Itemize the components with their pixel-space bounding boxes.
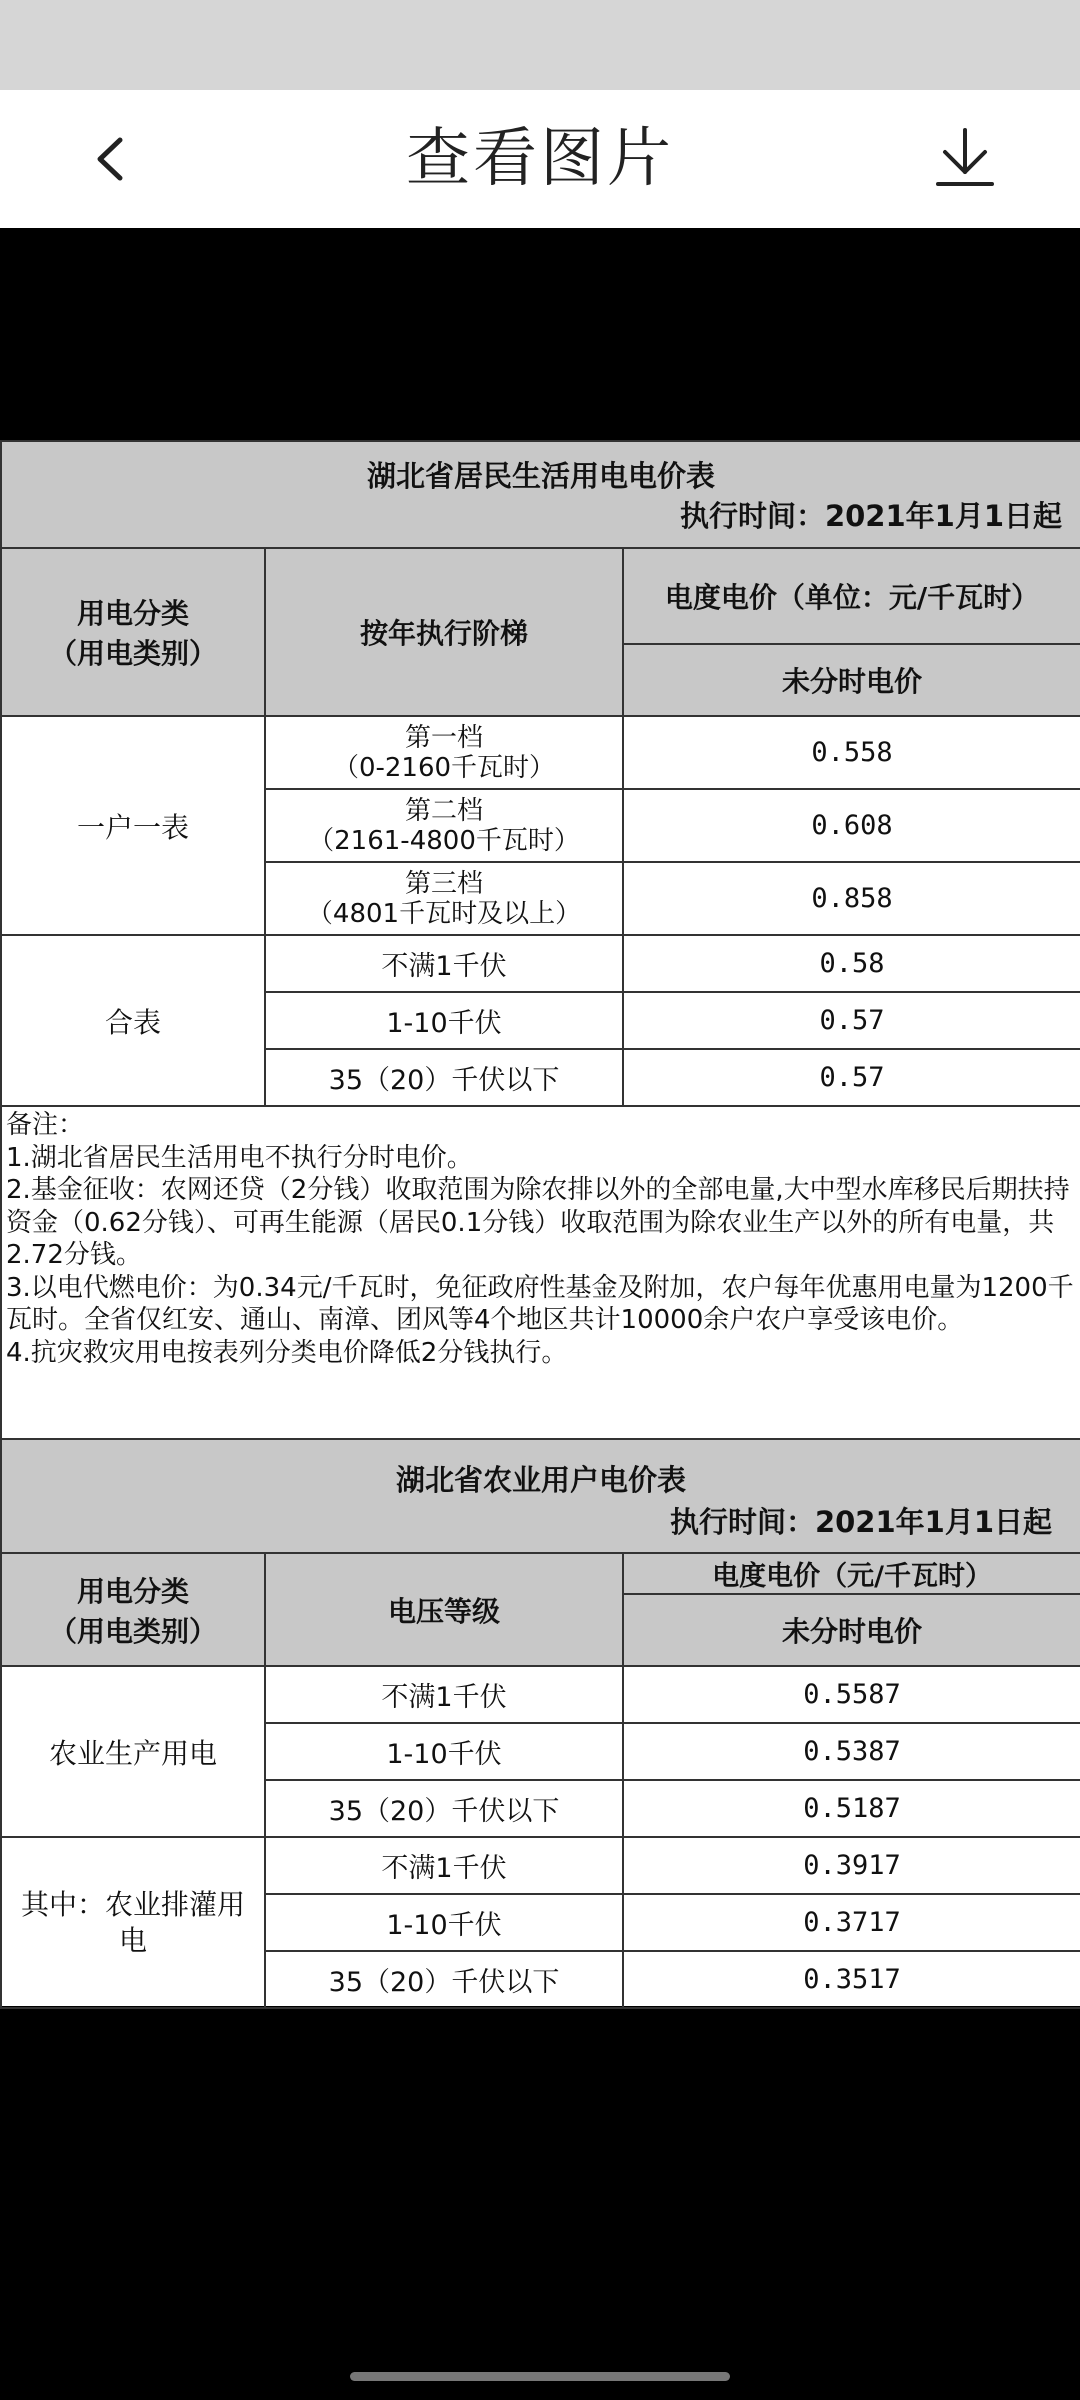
price-table <box>0 440 1080 2009</box>
price-cell: 0.5387 <box>623 1723 1080 1780</box>
note-line: 1.湖北省居民生活用电不执行分时电价。 <box>6 1142 473 1173</box>
voltage-cell: 不满1千伏 <box>265 935 623 992</box>
notes-label: 备注： <box>6 1110 85 1140</box>
status-bar <box>0 0 1080 90</box>
voltage-cell: 不满1千伏 <box>265 1666 623 1723</box>
price-cell: 0.57 <box>623 1049 1080 1106</box>
note-line: 4.抗灾救灾用电按表列分类电价降低2分钱执行。 <box>6 1337 568 1368</box>
price-cell: 0.858 <box>623 862 1080 935</box>
home-indicator[interactable] <box>350 2372 730 2381</box>
agricultural-table-title: 湖北省农业用户电价表 执行时间：2021年1月1日起 <box>1 1439 1080 1553</box>
header-price: 电度电价（单位：元/千瓦时） <box>623 548 1080 644</box>
voltage-cell: 1-10千伏 <box>265 992 623 1049</box>
notes-block <box>1 1106 1080 1439</box>
voltage-cell: 35（20）千伏以下 <box>265 1049 623 1106</box>
price-cell: 0.608 <box>623 789 1080 862</box>
header-category: 用电分类 （用电类别） <box>1 548 265 716</box>
price-cell: 0.3517 <box>623 1951 1080 2008</box>
voltage-cell: 1-10千伏 <box>265 1894 623 1951</box>
voltage-cell: 不满1千伏 <box>265 1837 623 1894</box>
header-price-sub: 未分时电价 <box>623 644 1080 716</box>
price-cell: 0.3917 <box>623 1837 1080 1894</box>
price-cell: 0.58 <box>623 935 1080 992</box>
group-name: 合表 <box>1 935 265 1106</box>
price-cell: 0.5187 <box>623 1780 1080 1837</box>
header-price-sub: 未分时电价 <box>623 1594 1080 1666</box>
voltage-cell: 1-10千伏 <box>265 1723 623 1780</box>
price-cell: 0.3717 <box>623 1894 1080 1951</box>
price-cell: 0.5587 <box>623 1666 1080 1723</box>
header-tier: 按年执行阶梯 <box>265 548 623 716</box>
page-title: 查看图片 <box>406 122 674 196</box>
voltage-cell: 35（20）千伏以下 <box>265 1780 623 1837</box>
group-name: 一户一表 <box>1 716 265 935</box>
top-nav-bar <box>0 90 1080 228</box>
header-price: 电度电价（元/千瓦时） <box>623 1553 1080 1594</box>
group-name: 农业生产用电 <box>1 1666 265 1837</box>
tier-cell: 第二档 （2161-4800千瓦时） <box>265 789 623 862</box>
header-category: 用电分类 （用电类别） <box>1 1553 265 1666</box>
residential-table-title: 湖北省居民生活用电电价表 执行时间：2021年1月1日起 <box>1 441 1080 548</box>
price-cell: 0.558 <box>623 716 1080 789</box>
download-button[interactable] <box>930 122 1000 198</box>
note-line: 2.基金征收：农网还贷（2分钱）收取范围为除农排以外的全部电量,大中型水库移民后期扶持资金（0.62分钱）、可再生能源（居民0.1分钱）收取范围为除农业生产以外的所有电量，共2.72分钱。 <box>6 1175 1070 1270</box>
image-preview[interactable] <box>0 440 1080 2006</box>
tier-cell: 第三档 （4801千瓦时及以上） <box>265 862 623 935</box>
voltage-cell: 35（20）千伏以下 <box>265 1951 623 2008</box>
group-name: 其中：农业排灌用电 <box>1 1837 265 2008</box>
header-voltage: 电压等级 <box>265 1553 623 1666</box>
note-line: 3.以电代燃电价：为0.34元/千瓦时，免征政府性基金及附加，农户每年优惠用电量为1200千瓦时。全省仅红安、通山、南漳、团风等4个地区共计10000余户农户享受该电价。 <box>6 1272 1074 1335</box>
tier-cell: 第一档 （0-2160千瓦时） <box>265 716 623 789</box>
download-icon <box>930 122 1000 198</box>
price-cell: 0.57 <box>623 992 1080 1049</box>
